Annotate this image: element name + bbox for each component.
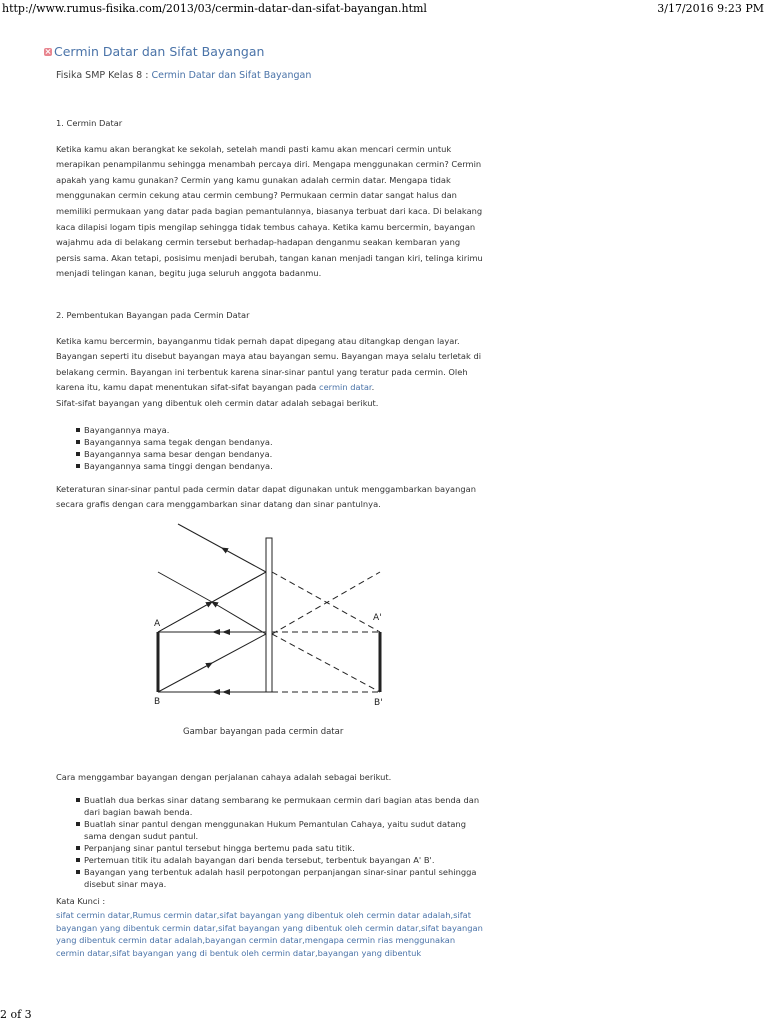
regularity-paragraph: Keteraturan sinar-sinar pantul pada cermin datar dapat digunakan untuk menggambarkan bayangan secara grafis dengan cara menggambarkan sinar datang dan sinar pantulnya. xyxy=(56,483,477,510)
breadcrumb xyxy=(56,70,311,81)
article-body xyxy=(56,116,486,513)
keywords-label: Kata Kunci : xyxy=(56,895,106,906)
arrow-h1 xyxy=(212,629,220,635)
print-datetime: 3/17/2016 9:23 PM xyxy=(657,2,764,15)
mirror-reflection-diagram xyxy=(150,512,400,712)
article-title-row xyxy=(44,44,264,59)
property-item: Bayangannya sama tinggi dengan bendanya. xyxy=(56,460,486,472)
page-url: http://www.rumus-fisika.com/2013/03/cermin-datar-dan-sifat-bayangan.html xyxy=(2,2,427,15)
extension-5 xyxy=(272,634,380,692)
arrow-h2 xyxy=(222,629,230,635)
cermin-datar-link[interactable]: cermin datar xyxy=(319,382,372,393)
property-item: Bayangannya sama tegak dengan bendanya. xyxy=(56,436,486,448)
figure-caption: Gambar bayangan pada cermin datar xyxy=(183,727,344,737)
label-a: A xyxy=(154,619,161,629)
steps-intro: Cara menggambar bayangan dengan perjalanan cahaya adalah sebagai berikut. xyxy=(56,772,392,782)
arrow-h4 xyxy=(222,689,230,695)
ray-a-reflected xyxy=(178,524,266,572)
article-body-2 xyxy=(56,770,486,959)
mirror xyxy=(266,538,272,692)
ray-b-incident xyxy=(158,634,266,692)
step-item: Buatlah sinar pantul dengan menggunakan Hukum Pemantulan Cahaya, yaitu sudut datang sama dengan sudut pantul. xyxy=(56,818,486,842)
section2-paragraph xyxy=(56,334,486,412)
breadcrumb-link[interactable]: Cermin Datar dan Sifat Bayangan xyxy=(151,70,312,81)
step-item: Bayangan yang terbentuk adalah hasil perpotongan perpanjangan sinar-sinar pantul sehingga disebut sinar maya. xyxy=(56,866,486,890)
property-item: Bayangannya maya. xyxy=(56,424,486,436)
extension-2 xyxy=(272,572,380,634)
section1-heading: 1. Cermin Datar xyxy=(56,118,123,128)
section2-text-end: . xyxy=(371,382,375,393)
section2-text: Ketika kamu bercermin, bayanganmu tidak pernah dapat dipegang atau ditangkap dengan layar. Bayangan seperti itu disebut bayangan maya atau bayangan semu. Bayangan maya selalu terletak di belakang cermin. Bayangan ini terbentuk karena sinar-sinar pantul yang teratur pada cermin. Oleh karena itu, kamu dapat menentukan sifat-sifat bayangan pada xyxy=(56,335,482,393)
label-b-prime: B' xyxy=(374,698,383,708)
label-a-prime: A' xyxy=(373,613,382,623)
step-item: Pertemuan titik itu adalah bayangan dari benda tersebut, terbentuk bayangan A' B'. xyxy=(56,854,486,866)
extension-1 xyxy=(272,572,380,632)
label-b: B xyxy=(154,697,161,707)
article-title[interactable]: Cermin Datar dan Sifat Bayangan xyxy=(54,44,265,59)
step-item: Buatlah dua berkas sinar datang sembarang ke permukaan cermin dari bagian atas benda dan dari bagian bawah benda. xyxy=(56,794,486,818)
broken-image-icon xyxy=(44,48,52,56)
section1-paragraph: Ketika kamu akan berangkat ke sekolah, setelah mandi pasti kamu akan mencari cermin untuk merapikan penampilanmu sehingga menambah percaya diri. Mengapa menggunakan cermin? Cermin apakah yang kamu gunakan? Cermin yang kamu gunakan adalah cermin datar. Mengapa tidak menggunakan cermin cekung atau cermin cembung? Permukaan cermin datar sangat halus dan memiliki permukaan yang datar pada bagian pemantulannya, biasanya terbuat dari kaca. Di belakang kaca dilapisi logam tipis mengilap sehingga tidak tembus cahaya. Ketika kamu bercermin, bayangan wajahmu ada di belakang cermin tersebut berhadap-hadapan denganmu seakan kembaran yang persis sama. Akan tetapi, posisimu menjadi berubah, tangan kanan menjadi tangan kiri, telinga kirimu menjadi telingan kanan, begitu juga seluruh anggota badanmu. xyxy=(56,143,483,279)
properties-list xyxy=(56,424,486,472)
property-item: Bayangannya sama besar dengan bendanya. xyxy=(56,448,486,460)
keywords-links[interactable]: sifat cermin datar,Rumus cermin datar,sifat bayangan yang dibentuk oleh cermin datar adalah,sifat bayangan yang dibentuk cermin datar,sifat bayangan yang dibentuk oleh cermin datar,sifat bayangan yang dibentuk cermin datar adalah,bayangan cermin datar,mengapa cermin rias menggunakan cermin datar,sifat bayangan yang di bentuk oleh cermin datar,bayangan yang dibentuk xyxy=(56,910,483,958)
steps-list xyxy=(56,794,486,890)
section2-lead: Sifat-sifat bayangan yang dibentuk oleh cermin datar adalah sebagai berikut. xyxy=(56,397,379,408)
section2-heading: 2. Pembentukan Bayangan pada Cermin Datar xyxy=(56,309,250,320)
page-counter: 2 of 3 xyxy=(0,1008,32,1021)
step-item: Perpanjang sinar pantul tersebut hingga bertemu pada satu titik. xyxy=(56,842,486,854)
arrow-h3 xyxy=(212,689,220,695)
breadcrumb-prefix: Fisika SMP Kelas 8 : xyxy=(56,70,152,81)
